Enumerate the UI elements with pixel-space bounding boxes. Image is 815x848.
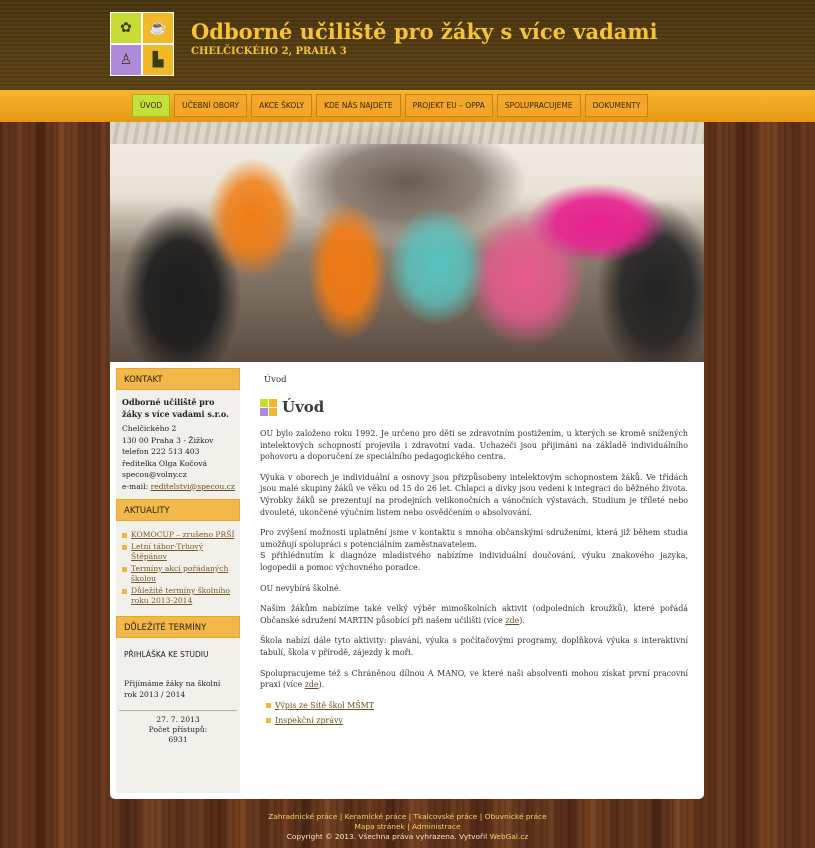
contact-email2-row [122, 481, 235, 493]
logo-mini-icon [260, 399, 277, 416]
footer-link[interactable]: Obuvnické práce [484, 812, 547, 821]
contact-box [116, 395, 240, 499]
news-link[interactable]: Termíny akcí pořádaných školou [131, 564, 229, 583]
site-address: CHELČICKÉHO 2, PRAHA 3 [191, 46, 347, 57]
inspection-link[interactable]: Inspekční zprávy [275, 716, 343, 726]
site-header [0, 0, 815, 90]
paragraph [260, 527, 688, 573]
contact-heading: KONTAKT [116, 368, 240, 390]
paragraph: Výuka v oborech je individuální a osnovy jsou přizpůsobeny intelektovým schopnostem žáků. Ve třídách jsou malé skupiny žáků ve věku od 15 do 26 let. Chlapci a dívky jsou vedeni k integraci do běžného života. Výrobky žáků se prezentují na prodejních velikonočních a vánočních výstavách. Studium je tříleté nebo dvouleté, ukončené výučním listem nebo osvědčením o absolvování. [260, 472, 688, 517]
contact-city: 130 00 Praha 3 - Žižkov [122, 435, 214, 445]
footer-link[interactable]: Administrace [411, 822, 461, 831]
site-title[interactable]: Odborné učiliště pro žáky s více vadami [191, 19, 658, 44]
current-date: 27. 7. 2013 [156, 715, 200, 724]
footer-link[interactable]: Keramické práce [344, 812, 407, 821]
application-text: Přijímáme žáky na školní rok 2013 / 2014 [124, 679, 221, 699]
paragraph: OU bylo založeno roku 1992. Je určeno pro děti se zdravotním postižením, u kterých se kromě snížených intelektových schopností projevila i zdravotní vada. Uchazeči jsou přijímáni na základě individuálního pohovoru a doporučení ze speciálního pedagogického centra. [260, 429, 688, 462]
site-logo[interactable] [110, 12, 174, 76]
breadcrumb: Úvod [264, 375, 287, 385]
hero-roof [110, 122, 704, 144]
footer-link[interactable]: Zahradnické práce [268, 812, 338, 821]
more-link-amano[interactable]: zde [304, 680, 319, 690]
hero-group-photo [110, 122, 704, 362]
news-item [122, 542, 235, 562]
news-item [122, 530, 235, 540]
visits-label: Počet přístupů: [148, 725, 208, 734]
main-navigation [0, 90, 815, 122]
paragraph-text: ). [519, 615, 525, 625]
footer-line-2: Mapa stránek | Administrace [354, 822, 461, 831]
nav-item-projekt-eu[interactable]: PROJEKT EU – OPPA [405, 94, 493, 117]
footer-link[interactable]: Tkalcovské práce [413, 812, 478, 821]
footer-link[interactable]: Mapa stránek [354, 822, 405, 831]
site-footer [0, 812, 815, 842]
contact-phone: telefon 222 513 403 [122, 447, 200, 456]
paragraph-text: Našim žákům nabízíme také velký výběr mimoškolních aktivit (odpoledních kroužků), které pořádá Občanské sdružení MARTIN působící při našem učilišti (více [260, 604, 688, 625]
contact-org-name: Odborné učiliště pro žáky s více vadami s.r.o. [122, 397, 229, 419]
coffee-pot-icon: ☕ [143, 13, 173, 43]
document-links [260, 700, 688, 727]
news-link[interactable]: Letní tábor-Trhový Štěpánov [131, 542, 203, 561]
paragraph-text: Spolupracujeme též s Chráněnou dílnou A MANO, ve které naši absolventi mohou získat první pracovní praxi (více [260, 668, 688, 690]
contact-email1: specou@volny.cz [122, 470, 187, 479]
visits-count: 6931 [168, 735, 188, 744]
nav-item-akce-skoly[interactable]: AKCE ŠKOLY [251, 94, 312, 117]
more-link-martin[interactable]: zde [505, 615, 520, 625]
list-item [266, 700, 688, 712]
boot-icon: ▙ [143, 45, 173, 75]
nav-item-uvod[interactable]: ÚVOD [132, 94, 170, 117]
page-title-row [260, 398, 324, 416]
contact-email2-link[interactable]: reditelstvi@specou.cz [150, 481, 235, 491]
page-title: Úvod [282, 398, 325, 416]
contact-director: ředitelka Olga Kočová [122, 458, 208, 468]
news-link[interactable]: Důležité termíny školního roku 2013-2014 [131, 586, 230, 605]
news-list [116, 526, 240, 616]
visit-counter [116, 715, 240, 745]
main-content [260, 368, 690, 793]
contact-email2-label: e-mail: [122, 481, 149, 491]
nav-item-dokumenty[interactable]: DOKUMENTY [585, 94, 649, 117]
paragraph-line: S přihlédnutím k diagnóze mladistvého nabízíme individuální doučování, výuku znakového jazyka, logopedii a pomoc výchovného poradce. [260, 551, 688, 572]
important-box [116, 643, 240, 700]
sidebar [116, 368, 240, 793]
paragraph-text: ). [318, 680, 325, 690]
paragraph [260, 668, 688, 691]
msmt-link[interactable]: Výpis ze Sítě škol MŠMT [275, 700, 375, 710]
paragraph [260, 603, 688, 626]
hanger-icon: ♙ [111, 45, 141, 75]
flower-pot-icon: ✿ [111, 13, 141, 43]
copyright-text: Copyright © 2013. Všechna práva vyhrazena. Vytvořil [286, 832, 488, 841]
page-container [110, 122, 704, 799]
article-body [260, 428, 688, 731]
application-heading: PŘIHLÁŠKA KE STUDIU [124, 650, 209, 659]
nav-item-spolupracujeme[interactable]: SPOLUPRACUJEME [497, 94, 581, 117]
news-link[interactable]: KOMOCUP – zrušeno PRŠÍ [131, 530, 235, 539]
news-item [122, 564, 235, 584]
footer-line-1: Zahradnické práce | Keramické práce | Tkalcovské práce | Obuvnické práce [268, 812, 547, 821]
paragraph-line: Pro zvýšení možnosti uplatnění jsme v kontaktu s mnoha občanskými sdruženími, která již během studia umožňují spolupráci s potenciálním zaměstnavatelem. [260, 528, 688, 549]
important-heading: DŮLEŽITÉ TERMÍNY [116, 616, 240, 638]
list-item [266, 715, 688, 727]
footer-copyright [0, 832, 815, 842]
paragraph: Škola nabízí dále tyto aktivity: plavání, výuka s počítačovými programy, doplňková výuka s interaktivní tabulí, škola v přírodě, zájezdy k moři. [260, 636, 688, 657]
nav-item-ucebni-obory[interactable]: UČEBNÍ OBORY [174, 94, 247, 117]
sidebar-divider [119, 710, 237, 711]
news-item [122, 586, 235, 606]
nav-item-kde-nas-najdete[interactable]: KDE NÁS NAJDETE [316, 94, 401, 117]
contact-street: Chelčického 2 [122, 424, 177, 433]
news-heading: AKTUALITY [116, 499, 240, 521]
creator-link[interactable]: WebGal.cz [489, 832, 529, 841]
paragraph: OU nevybírá školné. [260, 583, 342, 593]
